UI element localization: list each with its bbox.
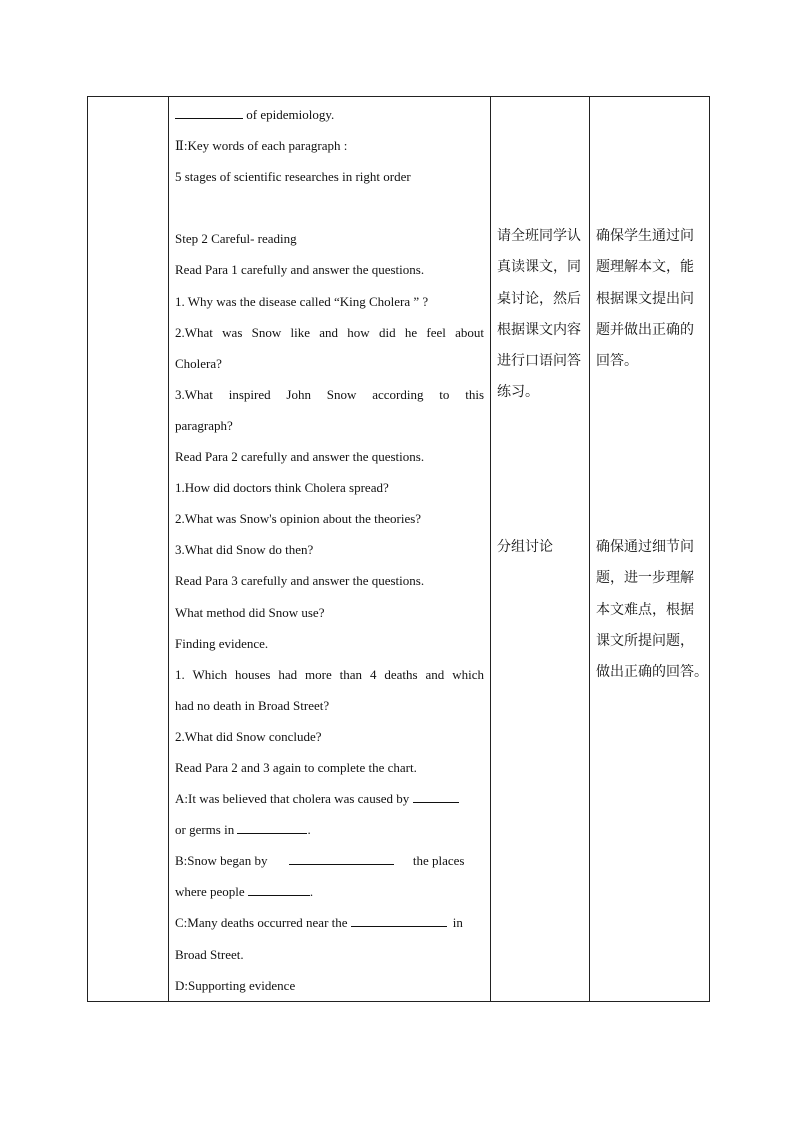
- teaching-content: [169, 97, 490, 1001]
- question-line: 1. Why was the disease called “King Cholera ” ?: [175, 293, 429, 309]
- text: of epidemiology.: [246, 107, 335, 122]
- activity-column-cell: [491, 97, 590, 1002]
- chart-line: D:Supporting evidence: [175, 977, 296, 993]
- stage-column-cell: [88, 97, 169, 1002]
- text: in: [452, 915, 463, 931]
- content-line: Finding evidence.: [175, 635, 269, 651]
- purpose-column-cell: [590, 97, 710, 1002]
- purpose-line: 题，进一步理解: [596, 570, 694, 587]
- chart-line: Broad Street.: [175, 946, 244, 962]
- lesson-plan-table: [87, 96, 710, 1002]
- question-line: had no death in Broad Street?: [175, 697, 330, 713]
- student-activity: [491, 97, 589, 563]
- question-line: paragraph?: [175, 417, 233, 433]
- purpose-line: 题并做出正确的: [596, 321, 694, 338]
- chart-line: [175, 814, 484, 845]
- text: or germs in: [175, 822, 235, 838]
- chart-line: [175, 907, 484, 938]
- question-line: 3.What inspired John Snow according to this: [175, 386, 484, 402]
- question-line: Cholera?: [175, 355, 222, 371]
- question-line: 2.What did Snow conclude?: [175, 728, 322, 744]
- chart-line: [175, 783, 484, 814]
- content-line: [175, 99, 484, 130]
- activity-line: 真读课文，同: [497, 259, 581, 276]
- question-line: 3.What did Snow do then?: [175, 542, 314, 558]
- chart-line: [175, 876, 484, 907]
- purpose-line: 根据课文提出问: [596, 290, 694, 307]
- step-heading: Step 2 Careful- reading: [175, 231, 297, 247]
- activity-block-1: [497, 221, 583, 408]
- text: .: [309, 884, 314, 900]
- question-line: What method did Snow use?: [175, 604, 325, 620]
- purpose-line: 课文所提问题，: [596, 632, 694, 649]
- purpose-line: 确保通过细节问: [596, 539, 694, 556]
- fill-blank: [289, 850, 394, 865]
- fill-blank: [237, 819, 307, 834]
- spacer: [175, 192, 484, 223]
- question-line: 2.What was Snow like and how did he feel about: [175, 324, 484, 340]
- design-purpose: [590, 97, 709, 688]
- chart-line: [175, 845, 484, 876]
- fill-blank: [351, 912, 447, 927]
- content-line: Ⅱ:Key words of each paragraph :: [175, 138, 348, 154]
- activity-line: 分组讨论: [497, 539, 553, 556]
- question-line: 2.What was Snow's opinion about the theories?: [175, 511, 422, 527]
- activity-line: 进行口语问答: [497, 352, 581, 369]
- content-line: Read Para 2 and 3 again to complete the chart.: [175, 759, 417, 775]
- text: B:Snow began by: [175, 853, 268, 869]
- activity-line: 桌讨论，然后: [497, 290, 581, 307]
- purpose-line: 确保学生通过问: [596, 228, 694, 245]
- text: the places: [412, 853, 465, 869]
- question-line: 1. Which houses had more than 4 deaths and which: [175, 666, 484, 682]
- purpose-line: 回答。: [596, 352, 638, 369]
- purpose-line: 题理解本文，能: [596, 259, 694, 276]
- content-column-cell: [169, 97, 491, 1002]
- purpose-line: 本文难点，根据: [596, 601, 694, 618]
- content-line: 5 stages of scientific researches in right order: [175, 169, 411, 185]
- text: C:Many deaths occurred near the: [175, 915, 348, 931]
- text: where people: [175, 884, 245, 900]
- activity-line: 根据课文内容: [497, 321, 581, 338]
- content-line: Read Para 2 carefully and answer the questions.: [175, 449, 425, 465]
- text: A:It was believed that cholera was caused by: [175, 791, 410, 807]
- text: .: [307, 822, 311, 838]
- fill-blank: [175, 104, 243, 119]
- content-line: Read Para 1 carefully and answer the questions.: [175, 262, 425, 278]
- fill-blank: [248, 881, 310, 896]
- fill-blank: [413, 788, 459, 803]
- activity-line: 练习。: [497, 383, 539, 400]
- purpose-block-1: [596, 221, 703, 376]
- table-row: [88, 97, 710, 1002]
- purpose-line: 做出正确的回答。: [596, 663, 708, 680]
- question-line: 1.How did doctors think Cholera spread?: [175, 480, 389, 496]
- activity-line: 请全班同学认: [497, 228, 581, 245]
- purpose-block-2: [596, 532, 708, 687]
- content-line: Read Para 3 carefully and answer the questions.: [175, 573, 425, 589]
